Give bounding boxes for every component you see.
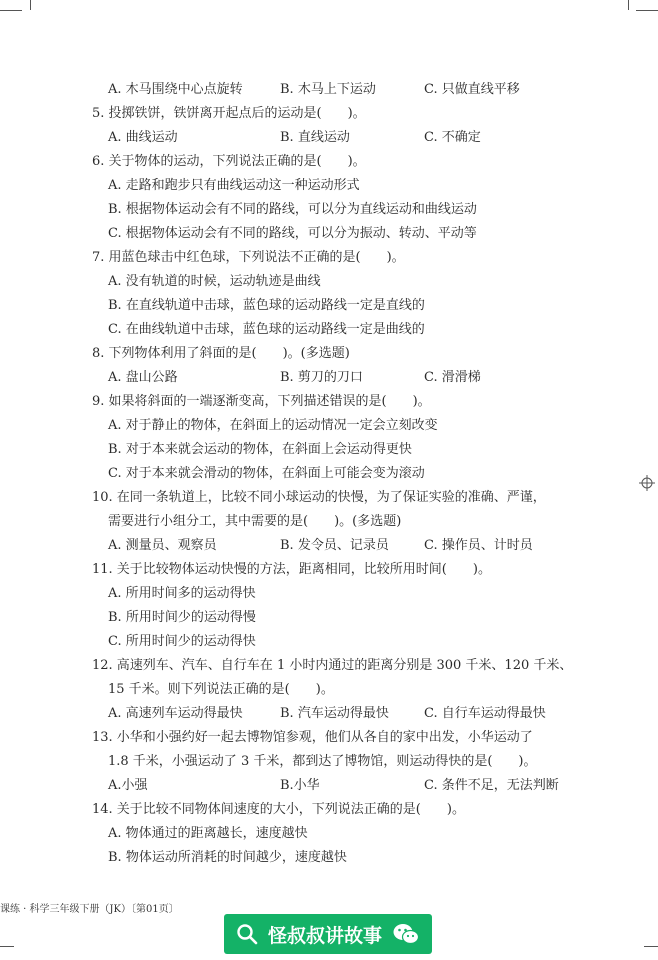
q5-option-b: B. 直线运动 — [280, 130, 350, 145]
q14-option-b: B. 物体运动所消耗的时间越少，速度越快 — [108, 850, 347, 865]
page-footer: 课练 · 科学三年级下册（JK）〔第01页〕 — [0, 904, 179, 915]
q6-option-b: B. 根据物体运动会有不同的路线，可以分为直线运动和曲线运动 — [108, 202, 477, 217]
q11-option-b: B. 所用时间少的运动得慢 — [108, 610, 256, 625]
q12-option-c: C. 自行车运动得最快 — [424, 706, 546, 721]
crop-mark-bottom-right — [644, 946, 658, 947]
q10-option-b: B. 发令员、记录员 — [280, 538, 389, 553]
q7-option-c: C. 在曲线轨道中击球，蓝色球的运动路线一定是曲线的 — [108, 322, 425, 337]
q11-option-a: A. 所用时间多的运动得快 — [108, 586, 256, 601]
q7-option-a: A. 没有轨道的时候，运动轨迹是曲线 — [108, 274, 321, 289]
registration-mark-icon — [639, 475, 655, 491]
banner-text: 怪叔叔讲故事 — [267, 924, 382, 947]
q12-option-b: B. 汽车运动得最快 — [280, 706, 389, 721]
q13-option-c: C. 条件不足，无法判断 — [424, 778, 559, 793]
wechat-icon — [392, 922, 420, 946]
crop-mark-top-right — [636, 10, 658, 11]
question-14: 14. 关于比较不同物体间速度的大小，下列说法正确的是( )。 — [92, 802, 465, 817]
option-a: A. 木马围绕中心点旋转 — [108, 82, 243, 97]
q7-option-b: B. 在直线轨道中击球，蓝色球的运动路线一定是直线的 — [108, 298, 425, 313]
question-6: 6. 关于物体的运动，下列说法正确的是( )。 — [92, 154, 366, 169]
question-5: 5. 投掷铁饼，铁饼离开起点后的运动是( )。 — [92, 106, 366, 121]
question-7: 7. 用蓝色球击中红色球，下列说法不正确的是( )。 — [92, 250, 405, 265]
question-10: 10. 在同一条轨道上，比较不同小球运动的快慢，为了保证实验的准确、严谨， — [92, 490, 546, 505]
q9-option-c: C. 对于本来就会滑动的物体，在斜面上可能会变为滚动 — [108, 466, 425, 481]
crop-mark-top-left — [0, 10, 22, 11]
question-12: 12. 高速列车、汽车、自行车在 1 小时内通过的距离分别是 300 千米、120 千米、 — [92, 658, 573, 673]
question-8: 8. 下列物体利用了斜面的是( )。(多选题) — [92, 346, 350, 361]
q5-option-c: C. 不确定 — [424, 130, 481, 145]
q8-option-c: C. 滑滑梯 — [424, 370, 481, 385]
crop-mark-top-left-v — [30, 0, 31, 10]
q9-option-a: A. 对于静止的物体，在斜面上的运动情况一定会立刻改变 — [108, 418, 438, 433]
watermark-banner — [224, 914, 432, 954]
q8-option-b: B. 剪刀的刀口 — [280, 370, 363, 385]
question-9: 9. 如果将斜面的一端逐渐变高，下列描述错误的是( )。 — [92, 394, 431, 409]
search-icon — [236, 923, 258, 945]
q9-option-b: B. 对于本来就会运动的物体，在斜面上会运动得更快 — [108, 442, 412, 457]
q6-option-c: C. 根据物体运动会有不同的路线，可以分为振动、转动、平动等 — [108, 226, 477, 241]
question-10-continued: 需要进行小组分工，其中需要的是( )。(多选题) — [108, 514, 402, 529]
question-12-continued: 15 千米。则下列说法正确的是( )。 — [108, 682, 334, 697]
q8-option-a: A. 盘山公路 — [108, 370, 178, 385]
question-13: 13. 小华和小强约好一起去博物馆参观，他们从各自的家中出发，小华运动了 — [92, 730, 533, 745]
q12-option-a: A. 高速列车运动得最快 — [108, 706, 243, 721]
q14-option-a: A. 物体通过的距离越长，速度越快 — [108, 826, 308, 841]
q6-option-a: A. 走路和跑步只有曲线运动这一种运动形式 — [108, 178, 360, 193]
crop-mark-top-right-v — [628, 0, 629, 10]
q13-option-b: B.小华 — [280, 778, 320, 793]
question-11: 11. 关于比较物体运动快慢的方法，距离相同，比较所用时间( )。 — [92, 562, 491, 577]
option-c: C. 只做直线平移 — [424, 82, 520, 97]
q13-option-a: A.小强 — [108, 778, 148, 793]
q10-option-a: A. 测量员、观察员 — [108, 538, 217, 553]
option-b: B. 木马上下运动 — [280, 82, 376, 97]
crop-mark-bottom-left — [0, 946, 14, 947]
question-13-continued: 1.8 千米，小强运动了 3 千米，都到达了博物馆，则运动得快的是( )。 — [108, 754, 537, 769]
q5-option-a: A. 曲线运动 — [108, 130, 178, 145]
q11-option-c: C. 所用时间少的运动得快 — [108, 634, 256, 649]
q10-option-c: C. 操作员、计时员 — [424, 538, 533, 553]
